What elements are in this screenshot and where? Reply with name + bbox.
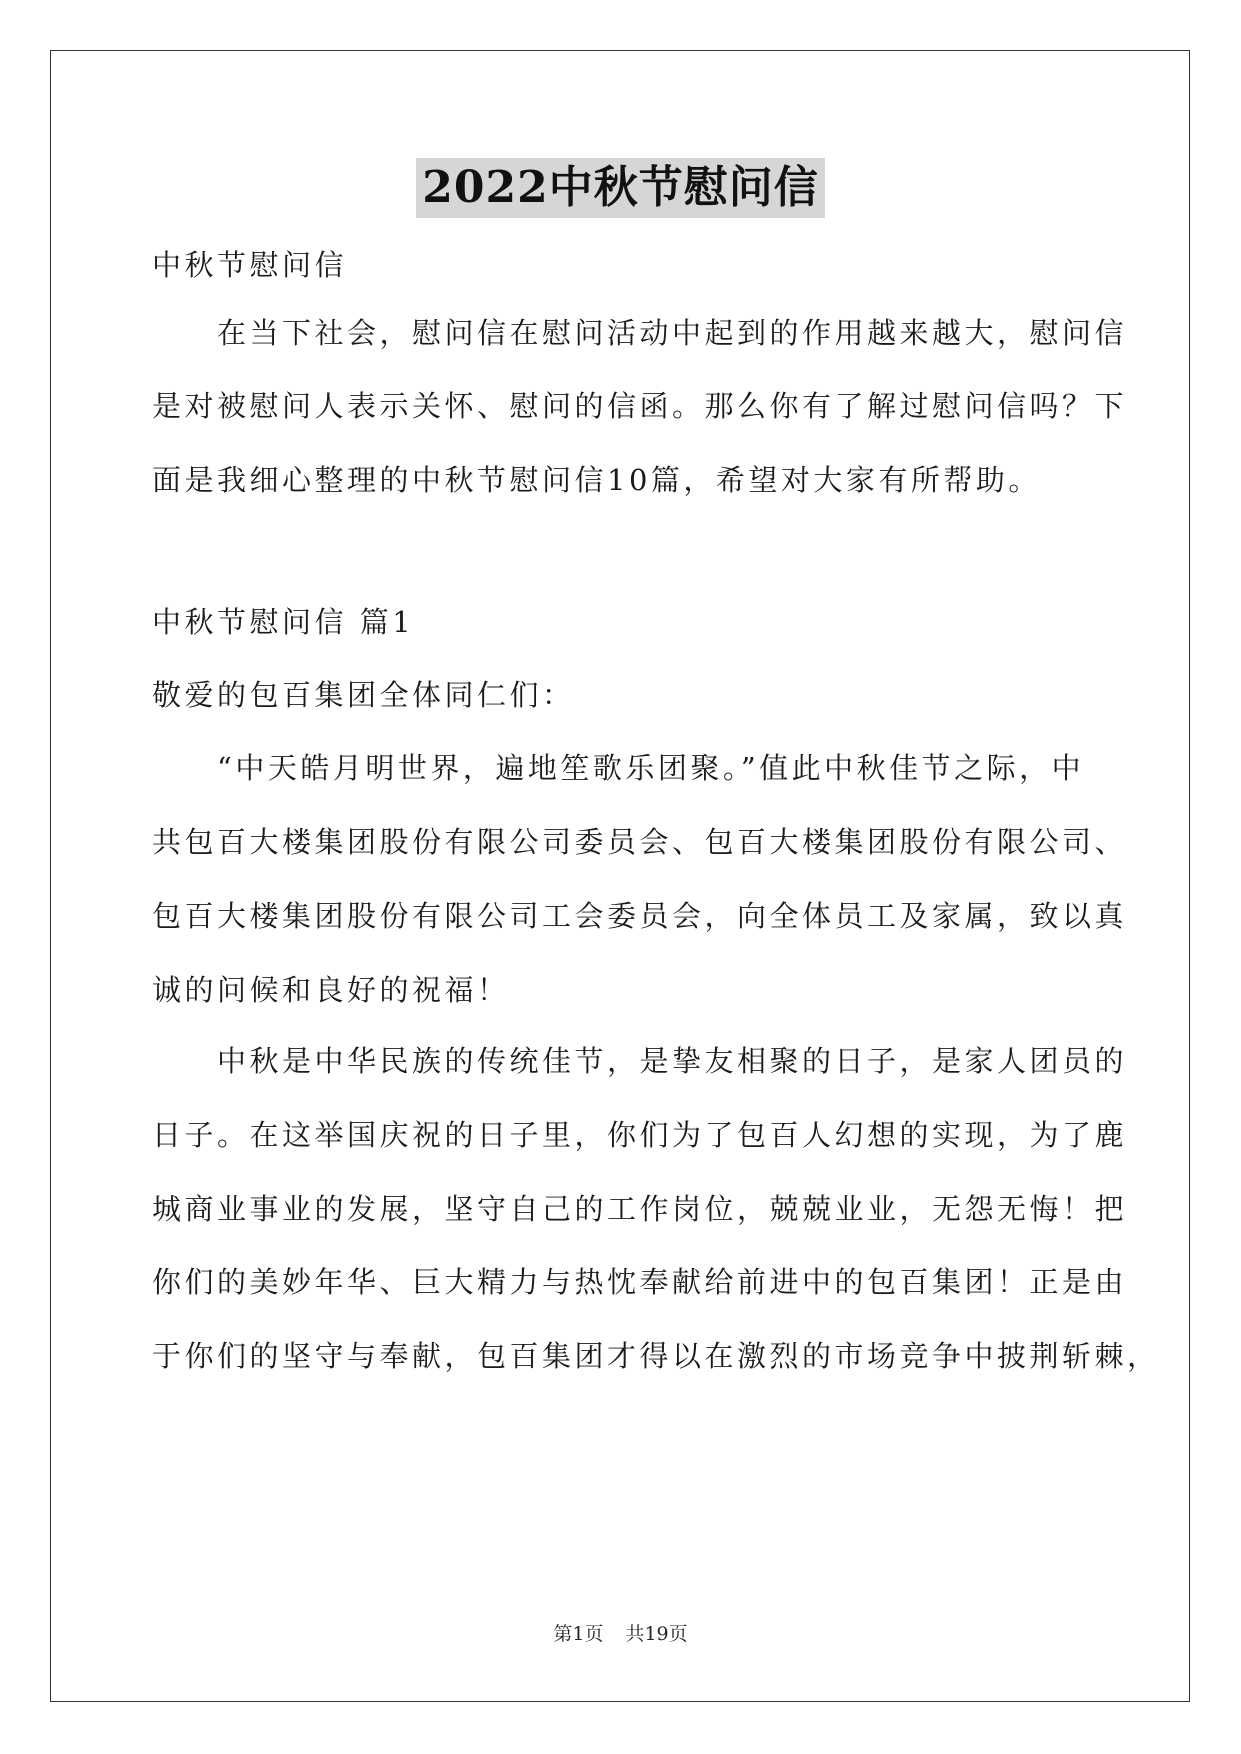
page-border [50, 50, 1190, 1702]
title-container [0, 158, 1241, 218]
text-line: 共包百大楼集团股份有限公司委员会、包百大楼集团股份有限公司、 [152, 825, 1128, 859]
text-line: 是对被慰问人表示关怀、慰问的信函。那么你有了解过慰问信吗？下 [152, 389, 1128, 423]
text-line: 你们的美妙年华、巨大精力与热忱奉献给前进中的包百集团！正是由 [152, 1265, 1128, 1299]
section-heading: 中秋节慰问信 篇1 [152, 605, 415, 639]
document-title: 2022中秋节慰问信 [416, 158, 824, 218]
page-footer [0, 1622, 1241, 1646]
text-line: “中天皓月明世界，遍地笙歌乐团聚。”值此中秋佳节之际，中 [152, 751, 1085, 785]
text-line: 在当下社会，慰问信在慰问活动中起到的作用越来越大，慰问信 [152, 316, 1128, 350]
text-line: 日子。在这举国庆祝的日子里，你们为了包百人幻想的实现，为了鹿 [152, 1118, 1128, 1152]
subtitle-line: 中秋节慰问信 [152, 248, 348, 282]
text-line: 诚的问候和良好的祝福！ [152, 973, 510, 1007]
text-line: 中秋是中华民族的传统佳节，是挚友相聚的日子，是家人团员的 [152, 1044, 1128, 1078]
page-total: 共19页 [625, 1623, 688, 1645]
text-line: 城商业事业的发展，坚守自己的工作岗位，兢兢业业，无怨无悔！把 [152, 1192, 1128, 1226]
text-line: 包百大楼集团股份有限公司工会委员会，向全体员工及家属，致以真 [152, 899, 1128, 933]
page-number: 第1页 [553, 1623, 604, 1645]
salutation: 敬爱的包百集团全体同仁们： [152, 678, 575, 712]
text-line: 面是我细心整理的中秋节慰问信10篇，希望对大家有所帮助。 [152, 463, 1041, 497]
text-line: 于你们的坚守与奉献，包百集团才得以在激烈的市场竞争中披荆斩棘， [152, 1339, 1160, 1373]
